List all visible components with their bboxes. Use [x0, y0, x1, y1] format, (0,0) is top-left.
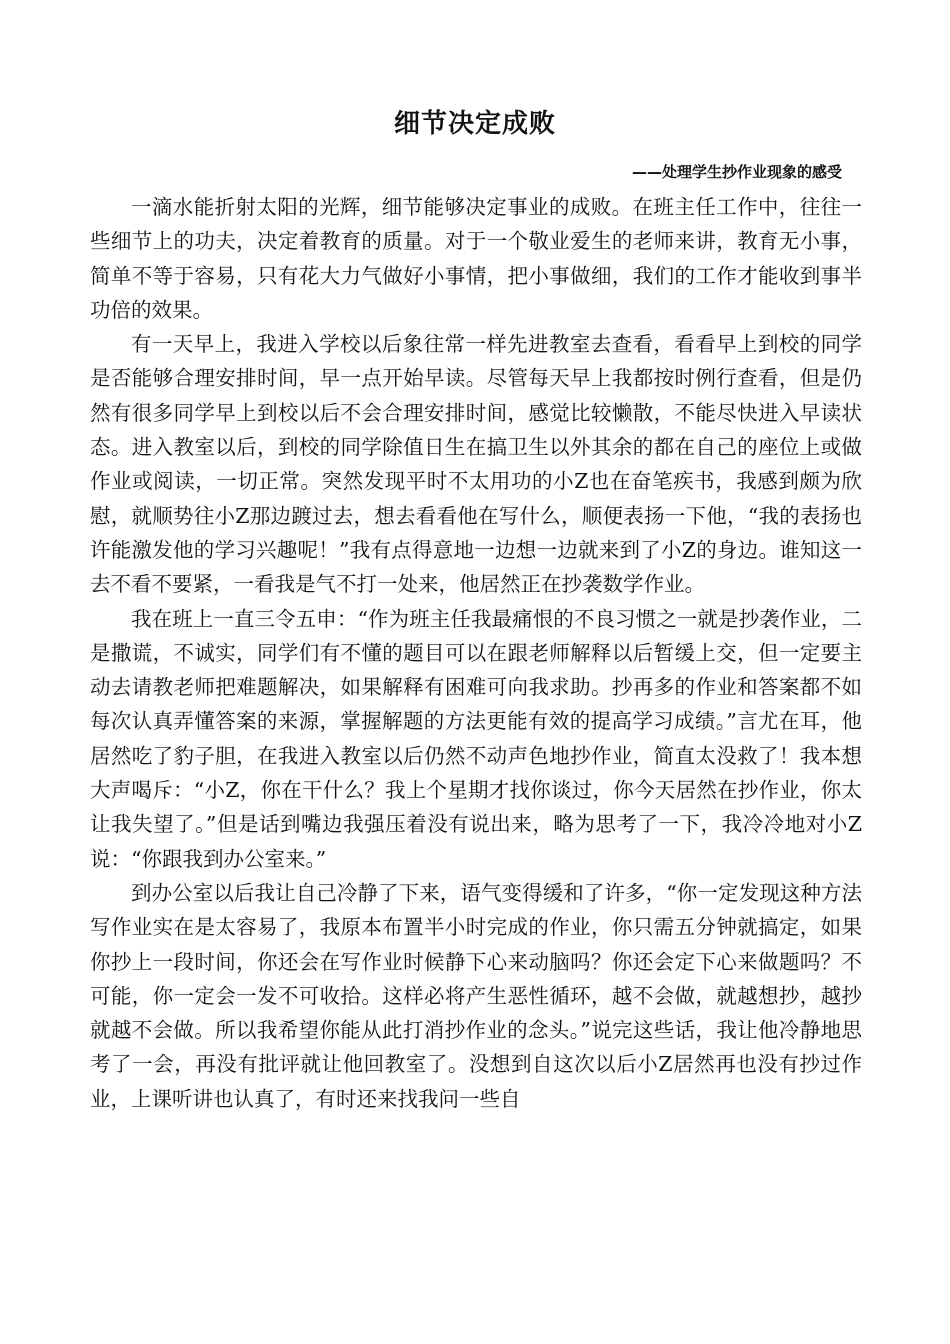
paragraph: 我在班上一直三令五申：“作为班主任我最痛恨的不良习惯之一就是抄袭作业，二是撒谎，不诚实，同学们有不懂的题目可以在跟老师解释以后暂缓上交，但一定要主动去请教老师把难题解决，如果解释有困难可向我求助。抄再多的作业和答案都不如每次认真弄懂答案的来源，掌握解题的方法更能有效的提高学习成绩。”言尤在耳，他居然吃了豹子胆，在我进入教室以后仍然不动声色地抄作业，简直太没救了！我本想大声喝斥：“小Z，你在干什么？我上个星期才找你谈过，你今天居然在抄作业，你太让我失望了。”但是话到嘴边我强压着没有说出来，略为思考了一下，我冷冷地对小Z说：“你跟我到办公室来。”	[90, 606, 862, 871]
paragraph: 一滴水能折射太阳的光辉，细节能够决定事业的成败。在班主任工作中，往往一些细节上的功夫，决定着教育的质量。对于一个敬业爱生的老师来讲，教育无小事，简单不等于容易，只有花大力气做好小事情，把小事做细，我们的工作才能收到事半功倍的效果。	[90, 195, 862, 322]
paragraph: 有一天早上，我进入学校以后象往常一样先进教室去查看，看看早上到校的同学是否能够合理安排时间，早一点开始早读。尽管每天早上我都按时例行查看，但是仍然有很多同学早上到校以后不会合理安排时间，感觉比较懒散，不能尽快进入早读状态。进入教室以后，到校的同学除值日生在搞卫生以外其余的都在自己的座位上或做作业或阅读，一切正常。突然发现平时不太用功的小Z也在奋笔疾书，我感到颇为欣慰，就顺势往小Z那边踱过去，想去看看他在写什么，顺便表扬一下他，“我的表扬也许能激发他的学习兴趣呢！”我有点得意地一边想一边就来到了小Z的身边。谁知这一去不看不要紧，一看我是气不打一处来，他居然正在抄袭数学作业。	[90, 332, 862, 597]
document-body	[90, 190, 862, 1116]
paragraph: 到办公室以后我让自己冷静了下来，语气变得缓和了许多，“你一定发现这种方法写作业实在是太容易了，我原本布置半小时完成的作业，你只需五分钟就搞定，如果你抄上一段时间，你还会在写作业时候静下心来动脑吗？你还会定下心来做题吗？不可能，你一定会一发不可收拾。这样必将产生恶性循环，越不会做，就越想抄，越抄就越不会做。所以我希望你能从此打消抄作业的念头。”说完这些话，我让他冷静地思考了一会，再没有批评就让他回教室了。没想到自这次以后小Z居然再也没有抄过作业，上课听讲也认真了，有时还来找我问一些自	[90, 880, 862, 1111]
document-title: 细节决定成败	[393, 109, 556, 139]
document-subtitle: ——处理学生抄作业现象的感受	[631, 163, 842, 181]
